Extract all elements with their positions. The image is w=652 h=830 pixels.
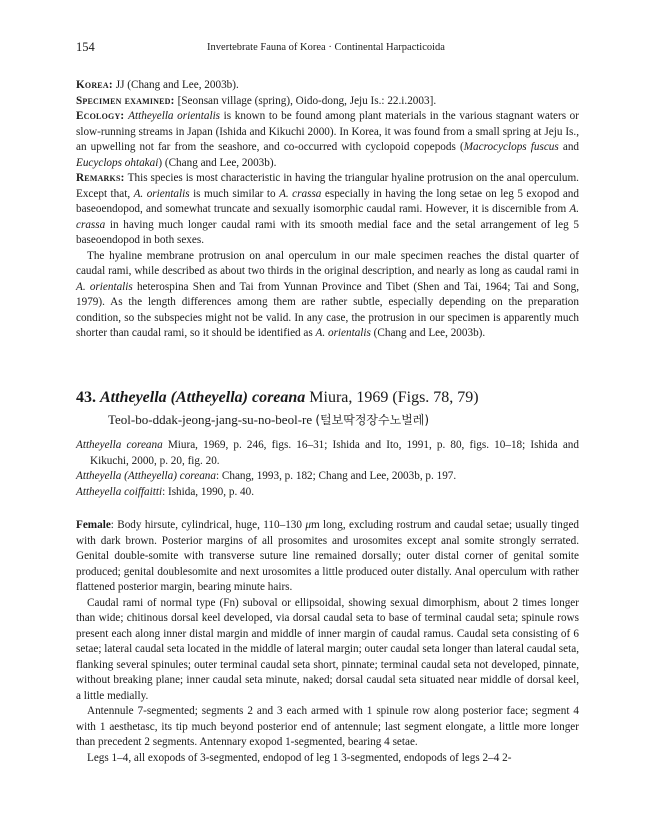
synonym-citation: Miura, 1969, p. 246, figs. 16–31; Ishida and Ito, 1991, p. 80, figs. 10–18; Ishida and Kikuchi, 2000, p. 20, fig. 20. <box>90 439 579 467</box>
species-author: Miura, 1969 <box>309 389 389 406</box>
species-genus: Attheyella <box>100 389 167 406</box>
remarks-species-3: A. crassa <box>76 203 579 231</box>
para2-text-3: (Chang and Lee, 2003b). <box>370 327 486 339</box>
synonym-citation: : Chang, 1993, p. 182; Chang and Lee, 2003b, p. 197. <box>216 470 457 482</box>
species-subgenus: (Attheyella) <box>170 389 248 406</box>
ecology-text-1: is known to be found among plant materials in the various stagnant waters or slow-running streams in Japan (Ishida and Kikuchi 2000). In Korea, it was found from a small spring at Jeju Is., an upwelling not far from the seashore, and co-occurred with cyclopoid copepods ( <box>76 110 579 153</box>
female-paragraph <box>76 518 579 596</box>
remarks-species-1: A. orientalis <box>133 187 190 200</box>
synonym-name: Attheyella coreana <box>76 439 163 451</box>
para2-text-2: heterospina Shen and Tai from Yunnan Province and Tibet (Shen and Tai, 1964; Tai and Song, 1979). As the length differences among them are rather subtle, especially depending on the preparation condition, so the subspecies might not be valid. In any case, the protrusion in our specimen is apparently much shorter than caudal rami, so it should be identified as <box>76 280 579 339</box>
specimen-text: [Seonsan village (spring), Oido-dong, Jeju Is.: 22.i.2003]. <box>177 94 437 107</box>
legs-paragraph: Legs 1–4, all exopods of 3-segmented, endopod of leg 1 3-segmented, endopods of legs 2–4 2- <box>87 751 512 764</box>
specimen-paragraph: Specimen examined: [Seonsan village (spring), Oido-dong, Jeju Is.: 22.i.2003]. <box>76 94 437 107</box>
korea-text: JJ (Chang and Lee, 2003b). <box>115 79 239 91</box>
micro-symbol: μ <box>305 519 311 531</box>
para2-text-1: The hyaline membrane protrusion on anal operculum in our male specimen reaches the distal quarter of caudal rami, while described as about two thirds in the original description, and nearly as long as caudal rami in <box>76 249 579 277</box>
korea-paragraph: Korea: JJ (Chang and Lee, 2003b). <box>76 79 239 91</box>
ecology-paragraph: Ecology: Attheyella orientalis is known to be found among plant materials in the various stagnant waters or slow-running streams in Japan (Ishida and Kikuchi 2000). In Korea, it was found from a small spring at Jeju Is., an upwelling not far from the seashore, and co-occurred with cyclopoid copepods (Macrocyclops fuscus and Eucyclops ohtakai) (Chang and Lee, 2003b). <box>76 110 580 169</box>
synonymy-list <box>76 438 579 500</box>
synonym-name: Attheyella coiffaitti <box>76 485 163 498</box>
remarks-text-2: is much similar to <box>189 187 280 200</box>
page-number: 154 <box>76 40 95 54</box>
korean-romanized: Teol-bo-ddak-jeong-jang-su-no-beol-re <box>108 412 313 427</box>
species-heading <box>76 388 479 408</box>
remarks-label: Remarks <box>76 172 121 184</box>
species-number: 43. <box>76 389 96 406</box>
synonymy-entry <box>76 438 579 469</box>
korean-name: (털보딱정장수노벌레) <box>315 413 430 427</box>
synonymy-entry <box>76 485 579 501</box>
ecology-species-2: Macrocyclops fuscus <box>463 141 559 153</box>
remarks-text-1: This species is most characteristic in having the triangular hyaline protrusion on the anal operculum. Except that, <box>76 172 579 200</box>
ecology-label: Ecology <box>76 110 121 122</box>
korean-name-line <box>108 411 429 429</box>
female-text-1: : Body hirsute, cylindrical, huge, 110–130 <box>110 519 306 531</box>
ecology-species-3: Eucyclops ohtakai <box>76 156 159 169</box>
description-section <box>76 518 579 766</box>
remarks-text-3: especially in having the long setae on leg 5 exopod and baseoendopod, and somewhat truncate and sexually isomorphic caudal rami. However, it is discernible from <box>76 187 579 215</box>
female-text-2: m long, excluding rostrum and caudal setae; usually tinged with dark brown. Posterior margins of all prosomites and urosomites except anal somite strongly serrated. Genital double-somite with transverse suture line remained dorsally; outer distal corner of genital somite produced; genital doublesomite and next urosomites a little produced outer distally. Anal operculum with rather flattened posterior margin, bearing minute hairs. <box>76 519 579 593</box>
synonym-name: Attheyella (Attheyella) coreana <box>76 470 216 482</box>
species-figs: (Figs. 78, 79) <box>392 389 479 406</box>
caudal-paragraph: Caudal rami of normal type (Fn) suboval or ellipsoidal, showing sexual dimorphism, about 2 times longer than wide; chitinous dorsal keel developed, via dorsal caudal seta to base of terminal caudal seta; spinule rows present each along inner distal margin and middle of inner margin of caudal ramus. Caudal seta consisting of 6 setae; lateral caudal seta located in the middle of lateral margin; outer caudal seta longer than lateral caudal seta, flanking several spinules; outer terminal caudal seta short, pinnate; terminal caudal seta not developed, pinnate, without breaking plane; inner caudal seta minute, naked; dorsal caudal seta situated near middle of dorsal keel, a little medially. <box>76 596 579 702</box>
remarks-paragraph: Remarks: This species is most characteristic in having the triangular hyaline protrusion on the anal operculum. Except that, A. orientalis is much similar to A. crassa especially in having the long setae on leg 5 exopod and baseoendopod, and somewhat truncate and sexually isomorphic caudal rami. However, it is discernible from A. crassa in having much longer caudal rami with its smooth medial face and the setal arrangement of leg 5 baseoendopod in both sexes. <box>76 172 579 246</box>
species-epithet: coreana <box>251 389 306 406</box>
remarks-text-4: in having much longer caudal rami with its smooth medial face and the setal arrangement of leg 5 baseoendopod in both sexes. <box>76 218 579 246</box>
running-title: Invertebrate Fauna of Korea · Continental Harpacticoida <box>207 42 445 53</box>
korea-label: Korea <box>76 79 109 91</box>
para2-species-2: A. orientalis <box>315 327 371 339</box>
ecology-species: Attheyella orientalis <box>128 110 221 122</box>
female-label: Female <box>76 519 111 531</box>
synonymy-entry <box>76 469 579 485</box>
remarks-paragraph-2 <box>76 249 579 342</box>
specimen-label: Specimen examined <box>76 94 171 107</box>
remarks-species-2: A. crassa <box>279 187 322 200</box>
antennule-paragraph: Antennule 7-segmented; segments 2 and 3 each armed with 1 spinule row along posterior face; segment 4 with 1 aesthetasc, its tip much beyond posterior end of antennule; last segment elongate, a little more longer than precedent 2 segments. Antennary exopod 1-segmented, bearing 4 setae. <box>76 705 579 748</box>
ecology-and: and <box>558 141 580 153</box>
para2-species-1: A. orientalis <box>76 280 133 293</box>
previous-species-section <box>76 78 579 342</box>
ecology-text-2: ) (Chang and Lee, 2003b). <box>158 156 277 169</box>
synonym-citation: : Ishida, 1990, p. 40. <box>162 485 255 498</box>
